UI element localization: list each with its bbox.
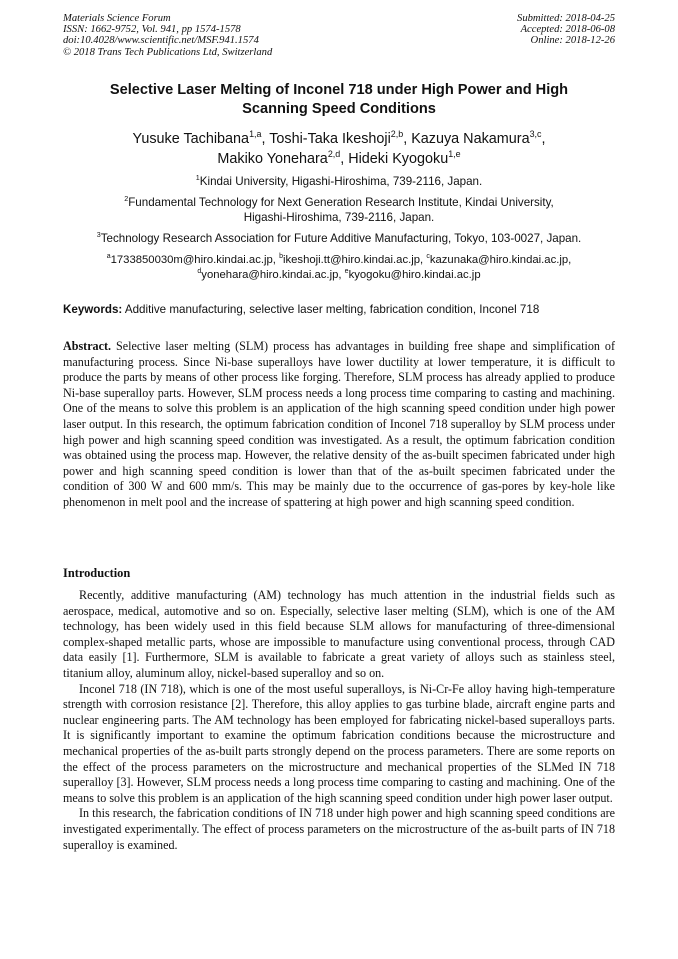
header-left [63, 13, 272, 58]
abstract-label: Abstract. [63, 339, 112, 353]
email-address: 1733850030m@hiro.kindai.ac.jp [110, 254, 273, 266]
online-date: Online: 2018-12-26 [530, 35, 615, 47]
affiliation-line: Higashi-Hiroshima, 739-2116, Japan. [243, 210, 435, 224]
paragraph: In this research, the fabrication conditions of IN 718 under high power and high scanning speed conditions are investigated experimentally. The effect of process parameters on the microstructure of the as-built parts of IN 718 superalloy is examined. [63, 806, 615, 852]
doi-line: doi:10.4028/www.scientific.net/MSF.941.1574 [63, 35, 259, 47]
author-sup: 1,a [249, 129, 262, 140]
paper-title [63, 81, 615, 119]
journal-name: Materials Science Forum [63, 13, 171, 24]
author-name: Toshi-Taka Ikeshoji [269, 131, 391, 147]
author-emails [63, 253, 615, 283]
affiliation-text: Kindai University, Higashi-Hiroshima, 739-2116, Japan. [199, 175, 483, 188]
affiliation-sup: 2 [124, 194, 129, 204]
author-name: Hideki Kyogoku [348, 151, 449, 167]
abstract-text: Selective laser melting (SLM) process has advantages in building free shape and simplification of manufacturing process. Since Ni-base superalloys have lower ductility at lower temperature, it is difficult to produce the parts by means of other process like forging. Therefore, SLM process has already applied to produce Ni-base superalloy parts. However, SLM process needs a long process time comparing to casting and machining. One of the means to solve this problem is an application of the high scanning speed condition under high power laser output. In this research, the optimum fabrication condition of Inconel 718 superalloy by SLM process under high power and high scanning speed condition was investigated. As a result, the optimum fabrication condition was obtained using the process map. However, the relative density of the as-built specimen fabricated under high power and high scanning speed condition is lower than that of the as-built specimen fabricated under the condition of 300 W and 600 mm/s. This may be mainly due to the occurrence of gas-pores by key-hole like phenomenon in melt pool and the increase of spattering at high power and high scanning speed condition. [63, 339, 615, 509]
paragraph: Inconel 718 (IN 718), which is one of the most useful superalloys, is Ni-Cr-Fe alloy having high-temperature strength with corrosion resistance [2]. Therefore, this alloy applies to gas turbine blade, aircraft engine parts and nuclear engineering parts. The AM technology has been employed for fabricating nickel-based superalloys parts. It is significantly important to examine the optimum fabrication conditions because the microstructure and mechanical properties of the as-built parts strongly depend on the process parameters. There are some reports on the effect of the process parameters on the microstructure and mechanical properties of the SLMed IN 718 superalloy [3]. However, SLM process needs a long process time comparing to casting and machining. One of the means to solve this problem is an application of the high scanning speed condition under high power laser output. [63, 681, 615, 805]
accepted-date: Accepted: 2018-06-08 [520, 24, 615, 36]
copyright-line: © 2018 Trans Tech Publications Ltd, Switzerland [63, 46, 273, 58]
introduction-body [63, 588, 615, 853]
email-sup: d [197, 268, 202, 276]
author-line-2 [63, 149, 615, 169]
email-address: ikeshoji.tt@hiro.kindai.ac.jp [282, 254, 421, 266]
affiliation-2 [63, 196, 615, 225]
submitted-date: Submitted: 2018-04-25 [517, 13, 615, 24]
author-sup: 3,c [529, 129, 542, 140]
affiliation-1 [63, 175, 615, 190]
title-line-1: Selective Laser Melting of Inconel 718 under High Power and High [109, 82, 569, 98]
abstract [63, 339, 615, 511]
affiliation-sup: 1 [195, 173, 200, 183]
affiliation-line [63, 196, 615, 211]
email-address: yonehara@hiro.kindai.ac.jp [201, 269, 339, 281]
introduction-heading: Introduction [63, 566, 131, 580]
author-separator: , [541, 131, 546, 147]
email-line-2 [63, 268, 615, 283]
author-name: Yusuke Tachibana [132, 131, 250, 147]
email-separator: , [420, 254, 427, 266]
affiliation-3 [63, 232, 615, 247]
affiliation-line [63, 175, 615, 190]
author-list [63, 129, 615, 169]
email-sup: b [279, 253, 283, 261]
title-line-2: Scanning Speed Conditions [242, 101, 436, 117]
email-separator: , [338, 269, 345, 281]
email-sup: a [106, 253, 111, 261]
keywords-label: Keywords: [63, 303, 123, 316]
email-sup: c [426, 253, 430, 261]
author-name: Makiko Yonehara [217, 151, 328, 167]
email-line-1 [63, 253, 615, 268]
email-sup: e [344, 268, 349, 276]
author-sup: 1,e [448, 149, 461, 160]
affiliation-sup: 3 [96, 230, 101, 240]
email-address: kazunaka@hiro.kindai.ac.jp [429, 254, 569, 266]
keywords-text: Additive manufacturing, selective laser melting, fabrication condition, Inconel 718 [124, 303, 540, 316]
author-line-1 [63, 129, 615, 149]
author-separator: , [403, 131, 412, 147]
affiliation-text: Technology Research Association for Future Additive Manufacturing, Tokyo, 103-0027, Japan. [100, 232, 582, 245]
keywords [63, 302, 615, 317]
header-right [517, 13, 615, 47]
paragraph: Recently, additive manufacturing (AM) technology has much attention in the industrial fields such as aerospace, medical, automotive and so on. Especially, selective laser melting (SLM), which is one of the AM technology, has been widely used in this field because SLM allows for manufacturing of three-dimensional complex-shaped metallic parts, whose are impossible to manufacture using conventional process, through CAD data easily [1]. Furthermore, SLM is available to fabricate a great variety of alloys such as stainless steel, titanium alloy, aluminum alloy, nickel-based superalloy and so on. [63, 588, 615, 680]
issn-line: ISSN: 1662-9752, Vol. 941, pp 1574-1578 [63, 24, 241, 36]
author-sup: 2,b [390, 129, 404, 140]
author-sup: 2,d [327, 149, 341, 160]
affiliation-line [63, 232, 615, 247]
author-name: Kazuya Nakamura [411, 131, 530, 147]
email-separator: , [568, 254, 572, 266]
affiliation-text: Fundamental Technology for Next Generation Research Institute, Kindai University, [128, 196, 554, 209]
email-address: kyogoku@hiro.kindai.ac.jp [348, 269, 481, 281]
email-separator: , [272, 254, 280, 266]
author-separator: , [261, 131, 270, 147]
author-separator: , [340, 151, 349, 167]
